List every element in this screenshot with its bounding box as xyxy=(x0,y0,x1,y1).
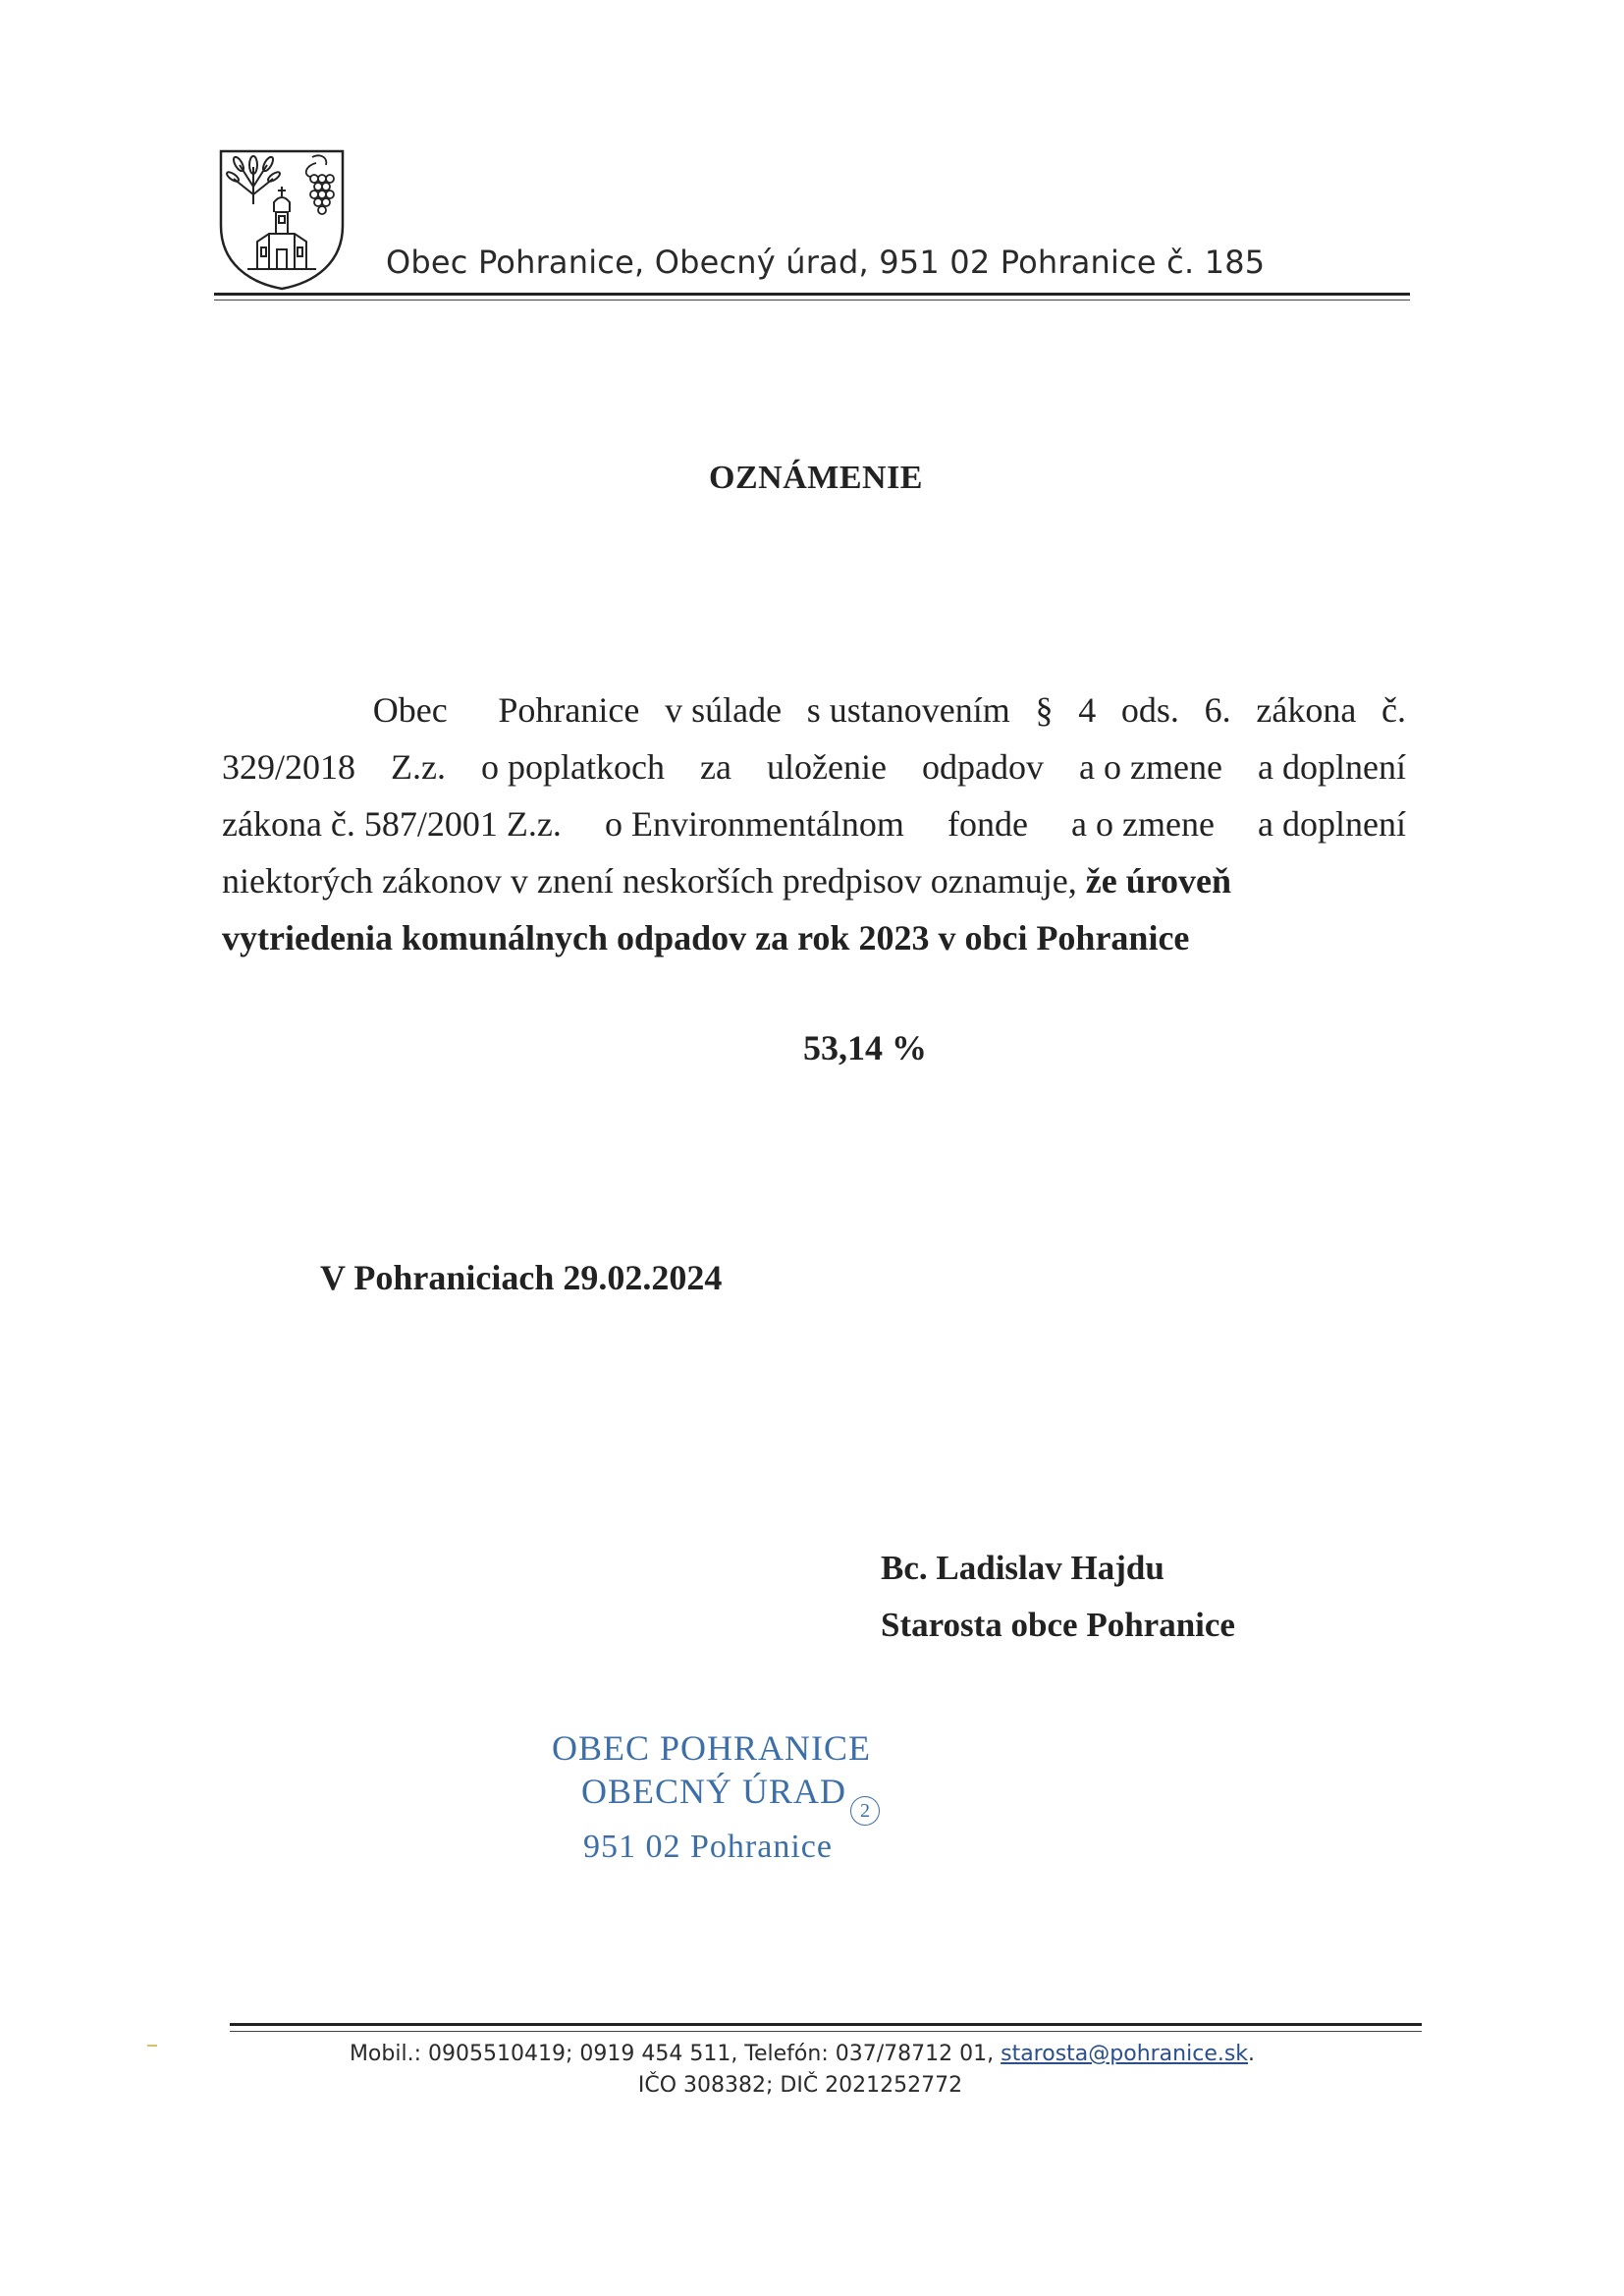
place-and-date: V Pohraniciach 29.02.2024 xyxy=(320,1258,723,1297)
municipal-coat-of-arms-icon xyxy=(218,147,346,291)
official-stamp xyxy=(550,1726,880,1869)
email-link[interactable]: starosta@pohranice.sk xyxy=(1001,2042,1249,2066)
sorting-level-value: 53,14 % xyxy=(803,1028,927,1067)
letterhead-address: Obec Pohranice, Obecný úrad, 951 02 Pohranice č. 185 xyxy=(386,244,1266,281)
paragraph-line-2: 329/2018 Z.z. o poplatkoch za uloženie odpadov a o zmene a doplnení xyxy=(222,747,1406,787)
notice-paragraph xyxy=(222,682,1410,966)
paragraph-line-1: Obec Pohranice v súlade s ustanovením § 4 ods. 6. zákona č. xyxy=(372,690,1406,730)
letterhead-rule xyxy=(214,293,1410,296)
document-title: OZNÁMENIE xyxy=(709,460,923,496)
letterhead-rule-thin xyxy=(214,300,1410,301)
footer-rule-thin xyxy=(230,2031,1422,2032)
stamp-line-3: 951 02 Pohranice xyxy=(583,1829,833,1865)
stamp-line-1: OBEC POHRANICE xyxy=(552,1728,872,1768)
signature-block xyxy=(881,1540,1235,1654)
contact-numbers: Mobil.: 0905510419; 0919 454 511, Telefón: 037/78712 01, xyxy=(349,2042,1001,2066)
signatory-role: Starosta obce Pohranice xyxy=(881,1606,1235,1644)
signatory-name: Bc. Ladislav Hajdu xyxy=(881,1549,1164,1587)
footer-contacts: Mobil.: 0905510419; 0919 454 511, Telefón: 037/78712 01, starosta@pohranice.sk. IČO 308382; DIČ 2021252772 xyxy=(0,2039,1624,2102)
company-ids: IČO 308382; DIČ 2021252772 xyxy=(637,2073,963,2098)
emphasis-text: že úroveň xyxy=(1085,861,1232,901)
stamp-number: 2 xyxy=(850,1796,880,1826)
paragraph-line-5 xyxy=(222,909,1410,966)
emphasis-text: vytriedenia komunálnych odpadov za rok 2023 v obci Pohranice xyxy=(222,918,1190,957)
paragraph-line-3: zákona č. 587/2001 Z.z. o Environmentálnom fonde a o zmene a doplnení xyxy=(222,804,1406,844)
stamp-line-2: OBECNÝ ÚRAD 2 xyxy=(550,1770,880,1826)
paragraph-line-4: niektorých zákonov v znení neskorších predpisov oznamuje, že úroveň xyxy=(222,861,1232,901)
footer-rule xyxy=(230,2023,1422,2026)
